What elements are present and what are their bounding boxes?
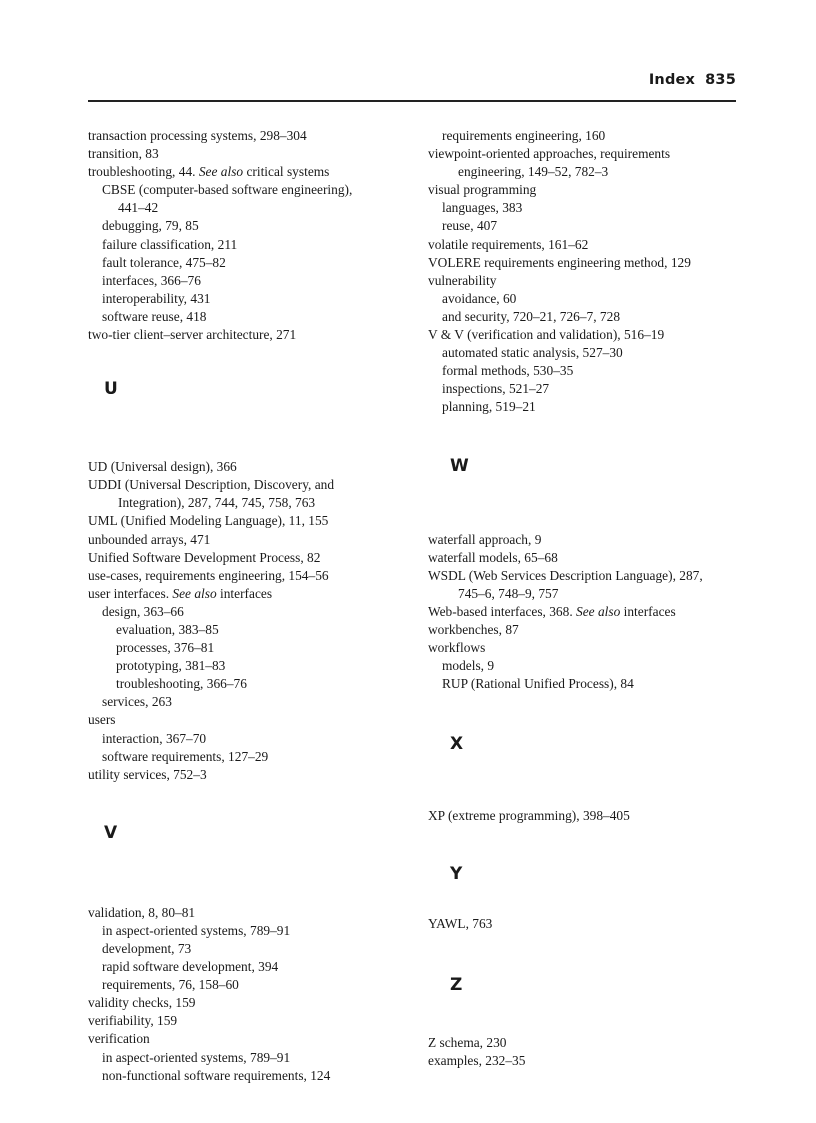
index-entry: volatile requirements, 161–62 — [428, 236, 589, 252]
index-entry: VOLERE requirements engineering method, 129 — [428, 254, 691, 270]
index-entry: UML (Unified Modeling Language), 11, 155 — [88, 513, 329, 529]
index-entry: users — [88, 712, 116, 728]
section-letter-z: Z — [450, 974, 463, 995]
index-column-left — [88, 127, 418, 1085]
index-subentry: CBSE (computer-based software engineering), — [102, 182, 353, 198]
index-entry: workbenches, 87 — [428, 621, 519, 637]
index-entry: validation, 8, 80–81 — [88, 904, 196, 920]
index-subentry: reuse, 407 — [442, 218, 498, 234]
section-letter-y: Y — [450, 864, 463, 885]
index-subentry: 441–42 — [118, 200, 159, 216]
index-entry: verifiability, 159 — [88, 1013, 178, 1029]
index-subentry: in aspect-oriented systems, 789–91 — [102, 1049, 291, 1065]
index-subentry: requirements engineering, 160 — [442, 128, 606, 143]
index-entry: verification — [88, 1031, 150, 1047]
index-column-right — [428, 127, 758, 1070]
index-entry: utility services, 752–3 — [88, 766, 207, 782]
section-letter-v: V — [104, 822, 118, 843]
index-entry: UD (Universal design), 366 — [88, 459, 237, 475]
index-subentry: failure classification, 211 — [102, 236, 238, 252]
index-entry: troubleshooting, 44. See also critical systems — [88, 164, 330, 180]
header-title: Index — [648, 72, 696, 88]
index-entry: engineering, 149–52, 782–3 — [458, 164, 609, 180]
index-subentry: RUP (Rational Unified Process), 84 — [442, 676, 634, 692]
index-entry: two-tier client–server architecture, 271 — [88, 327, 297, 343]
index-entry: UDDI (Universal Description, Discovery, and — [88, 477, 335, 493]
index-subentry: models, 9 — [442, 658, 495, 674]
index-subentry: languages, 383 — [442, 200, 523, 216]
index-subentry: in aspect-oriented systems, 789–91 — [102, 922, 291, 938]
index-entry: YAWL, 763 — [428, 916, 493, 932]
index-subentry: interfaces, 366–76 — [102, 272, 201, 288]
index-subentry: design, 363–66 — [102, 603, 184, 619]
index-entry: vulnerability — [428, 272, 497, 288]
index-subentry: requirements, 76, 158–60 — [102, 977, 239, 993]
index-entry: 745–6, 748–9, 757 — [458, 585, 559, 601]
index-subentry: rapid software development, 394 — [102, 959, 279, 975]
index-entry: waterfall approach, 9 — [428, 531, 542, 547]
index-subentry: fault tolerance, 475–82 — [102, 254, 226, 270]
index-subentry: evaluation, 383–85 — [116, 621, 219, 637]
index-entry: Z schema, 230 — [428, 1034, 507, 1050]
index-entry: unbounded arrays, 471 — [88, 531, 211, 547]
index-subentry: formal methods, 530–35 — [442, 363, 574, 379]
index-entry: user interfaces. See also interfaces — [88, 585, 273, 601]
index-entry: use-cases, requirements engineering, 154–56 — [88, 567, 329, 583]
index-subentry: interaction, 367–70 — [102, 730, 207, 746]
running-header — [88, 72, 736, 102]
section-letter-w: W — [450, 455, 469, 476]
index-subentry: planning, 519–21 — [442, 399, 536, 415]
index-entry: examples, 232–35 — [428, 1052, 526, 1068]
index-entry: XP (extreme programming), 398–405 — [428, 808, 630, 824]
index-entry: Web-based interfaces, 368. See also interfaces — [428, 603, 676, 619]
index-entry: transaction processing systems, 298–304 — [88, 128, 307, 143]
index-entry: Unified Software Development Process, 82 — [88, 549, 321, 565]
section-letter-x: X — [450, 734, 464, 755]
header-rule — [88, 100, 736, 102]
index-entry: transition, 83 — [88, 146, 159, 162]
index-entry: WSDL (Web Services Description Language), 287, — [428, 567, 703, 583]
index-subentry: debugging, 79, 85 — [102, 218, 199, 234]
index-subentry: software reuse, 418 — [102, 308, 207, 324]
index-subentry: avoidance, 60 — [442, 290, 517, 306]
index-entry: workflows — [428, 640, 486, 656]
index-entry: visual programming — [428, 182, 537, 198]
index-subentry: interoperability, 431 — [102, 290, 211, 306]
section-letter-u: U — [104, 379, 118, 400]
index-subentry: inspections, 521–27 — [442, 381, 550, 397]
index-subentry: software requirements, 127–29 — [102, 748, 269, 764]
index-entry: validity checks, 159 — [88, 995, 196, 1011]
index-entry: waterfall models, 65–68 — [428, 549, 558, 565]
index-subentry: prototyping, 381–83 — [116, 658, 226, 674]
index-subentry: troubleshooting, 366–76 — [116, 676, 247, 692]
page-number: 835 — [705, 72, 736, 88]
index-subentry: services, 263 — [102, 694, 172, 710]
index-entry: viewpoint-oriented approaches, requirements — [428, 146, 671, 162]
index-subentry: automated static analysis, 527–30 — [442, 345, 623, 361]
index-subentry: non-functional software requirements, 124 — [102, 1067, 331, 1083]
index-entry: V & V (verification and validation), 516–19 — [428, 327, 665, 343]
index-subentry: development, 73 — [102, 941, 192, 956]
index-subentry: and security, 720–21, 726–7, 728 — [442, 308, 621, 324]
index-entry: Integration), 287, 744, 745, 758, 763 — [118, 495, 316, 511]
index-subentry: processes, 376–81 — [116, 640, 215, 656]
